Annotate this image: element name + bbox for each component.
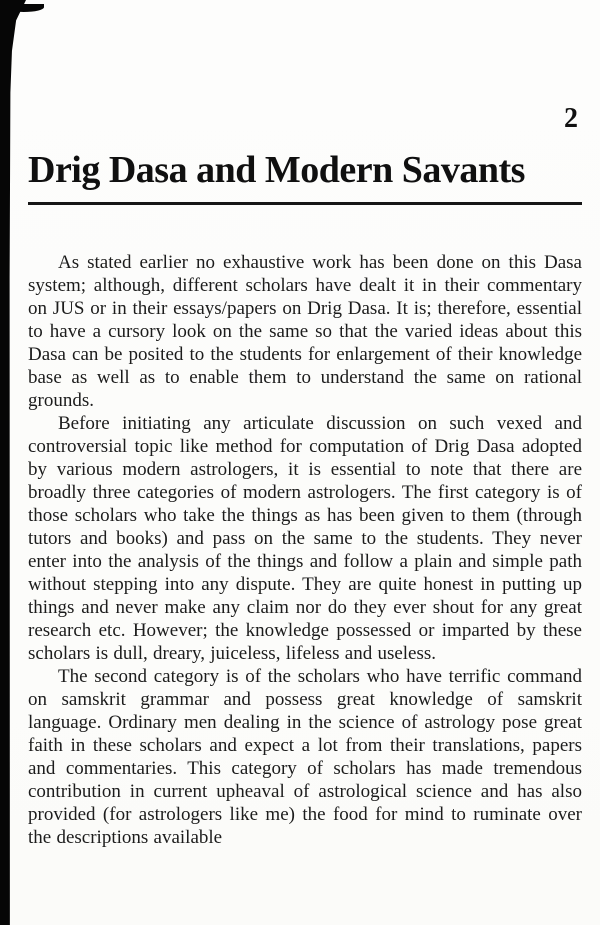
body-text	[28, 251, 582, 849]
body-paragraph: The second category is of the scholars who have terrific command on samskrit grammar and possess great knowledge of samskrit language. Ordinary men dealing in the science of astrology pose great faith in these scholars and expect a lot from their translations, papers and commentaries. This category of scholars has made tremendous contribution in current upheaval of astrological science and has also provided (for astrologers like me) the food for mind to ruminate over the descriptions available	[28, 666, 582, 848]
scan-edge-artifact	[0, 0, 26, 925]
chapter-title: Drig Dasa and Modern Savants	[28, 149, 525, 191]
page-number: 2	[564, 103, 578, 134]
body-paragraph: Before initiating any articulate discussion on such vexed and controversial topic like method for computation of Drig Dasa adopted by various modern astrologers, it is essential to note that there are broadly three categories of modern astrologers. The first category is of those scholars who take the things as has been given to them (through tutors and books) and pass on the same to the students. They never enter into the analysis of the things and follow a plain and simple path without stepping into any dispute. They are quite honest in putting up things and never make any claim nor do they ever shout for any great research etc. However; the knowledge possessed or imparted by these scholars is dull, dreary, juiceless, lifeless and useless.	[28, 413, 582, 664]
body-paragraph: As stated earlier no exhaustive work has been done on this Dasa system; although, different scholars have dealt it in their commentary on JUS or in their essays/papers on Drig Dasa. It is; therefore, essential to have a cursory look on the same so that the varied ideas about this Dasa can be posited to the students for enlargement of their knowledge base as well as to enable them to understand the same on rational grounds.	[28, 252, 582, 411]
page-content	[28, 148, 582, 849]
scan-corner-artifact	[10, 4, 44, 12]
title-rule	[28, 202, 582, 205]
